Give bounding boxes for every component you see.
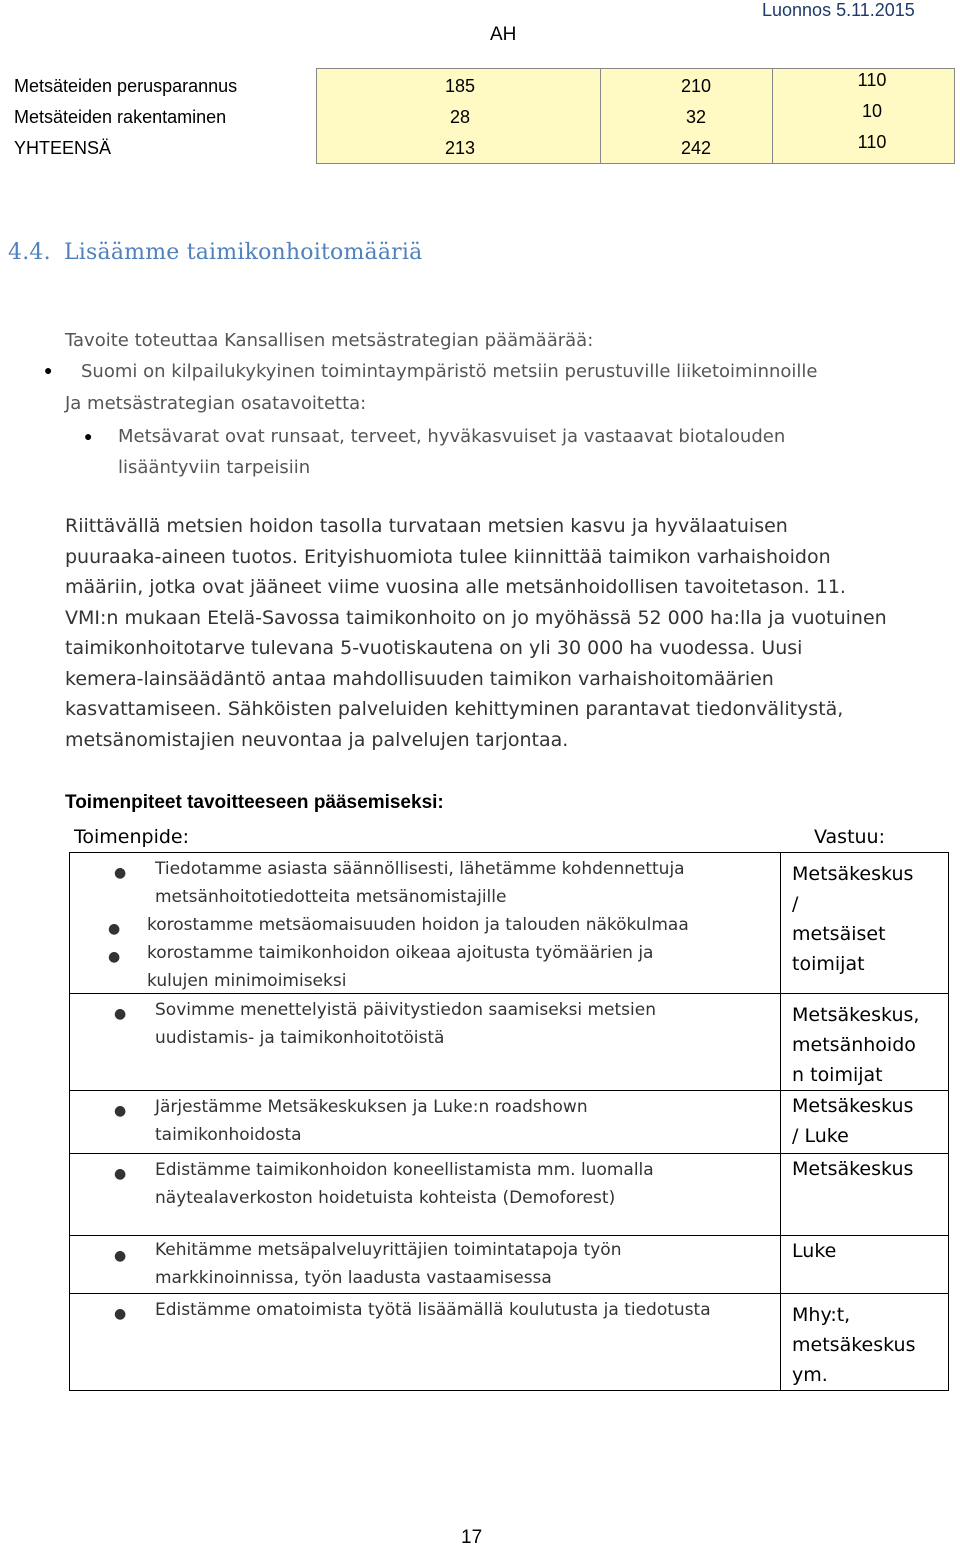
subgoal-bullet-line: Metsävarat ovat runsaat, terveet, hyväkasvuiset ja vastaavat biotalouden xyxy=(118,426,786,447)
action-line: Kehitämme metsäpalveluyrittäjien toimintatapoja työn xyxy=(155,1240,622,1260)
summary-row-label: Metsäteiden perusparannus xyxy=(14,76,238,96)
body-line: puuraaka-aineen tuotos. Erityishuomiota tulee kiinnittää taimikon varhaishoidon xyxy=(65,545,831,568)
section-title: Lisäämme taimikonhoitomääriä xyxy=(63,240,423,265)
measures-table xyxy=(69,852,949,1391)
action-cell xyxy=(70,1154,781,1236)
responsibility-cell xyxy=(781,1236,949,1294)
column-header-responsibility: Vastuu: xyxy=(814,826,885,848)
bullet-icon: ● xyxy=(44,362,53,378)
action-line: markkinoinnissa, työn laadusta vastaamisessa xyxy=(155,1268,552,1288)
action-line: metsänhoitotiedotteita metsänomistajille xyxy=(155,887,507,907)
bullet-icon: ● xyxy=(108,949,121,965)
body-line: Riittävällä metsien hoidon tasolla turvataan metsien kasvu ja hyvälaatuisen xyxy=(65,515,788,537)
responsibility-line: metsänhoido xyxy=(792,1034,916,1056)
header-initials: AH xyxy=(490,24,517,45)
summary-value: 213 xyxy=(444,138,476,158)
bullet-icon: ● xyxy=(114,1248,127,1264)
action-line: kulujen minimoimiseksi xyxy=(147,971,347,991)
table-row xyxy=(70,994,949,1091)
responsibility-line: Mhy:t, xyxy=(792,1304,851,1326)
goal-bullet: Suomi on kilpailukykyinen toimintaympäristö metsiin perustuville liiketoiminnoille xyxy=(81,361,818,382)
responsibility-line: / xyxy=(792,893,799,915)
body-paragraph xyxy=(65,511,945,755)
body-line: VMI:n mukaan Etelä-Savossa taimikonhoito on jo myöhässä 52 000 ha:lla ja vuotuinen xyxy=(65,606,887,629)
responsibility-line: Metsäkeskus xyxy=(792,863,914,885)
body-line: määriin, jotka ovat jääneet viime vuosina alle metsänhoidollisen tavoitetason. 11. xyxy=(65,576,846,598)
action-line: näytealaverkoston hoidetuista kohteista (Demoforest) xyxy=(155,1188,616,1208)
goal-intro: Tavoite toteuttaa Kansallisen metsästrategian päämäärää: xyxy=(65,330,594,351)
body-line: taimikonhoitotarve tulevana 5-vuotiskautena on yli 30 000 ha vuodessa. Uusi xyxy=(65,637,803,659)
bullet-icon: ● xyxy=(114,1166,127,1182)
header-date: Luonnos 5.11.2015 xyxy=(762,0,915,20)
action-line: Järjestämme Metsäkeskuksen ja Luke:n roadshown xyxy=(155,1097,588,1117)
subgoal-intro: Ja metsästrategian osatavoitetta: xyxy=(65,393,367,414)
responsibility-line: Metsäkeskus xyxy=(792,1158,914,1180)
summary-table xyxy=(0,0,960,170)
responsibility-line: metsäiset xyxy=(792,923,886,945)
table-row xyxy=(70,1294,949,1391)
summary-row-label: Metsäteiden rakentaminen xyxy=(14,107,227,127)
table-row xyxy=(70,853,949,994)
action-cell xyxy=(70,853,781,994)
bullet-icon: ● xyxy=(114,865,127,881)
action-line: Edistämme omatoimista työtä lisäämällä koulutusta ja tiedotusta xyxy=(155,1300,711,1320)
action-cell xyxy=(70,1091,781,1154)
responsibility-line: n toimijat xyxy=(792,1064,883,1086)
responsibility-line: ym. xyxy=(792,1364,828,1386)
summary-row-label: YHTEENSÄ xyxy=(14,138,112,158)
responsibility-line: Metsäkeskus xyxy=(792,1095,914,1117)
responsibility-line: Luke xyxy=(792,1240,837,1262)
action-cell xyxy=(70,1294,781,1391)
body-line: kasvattamiseen. Sähköisten palveluiden kehittyminen parantavat tiedonvälitystä, xyxy=(65,698,844,720)
action-cell xyxy=(70,994,781,1091)
measures-heading: Toimenpiteet tavoitteeseen pääsemiseksi: xyxy=(65,792,444,813)
responsibility-line: Metsäkeskus, xyxy=(792,1004,920,1026)
responsibility-cell xyxy=(781,1091,949,1154)
summary-value: 28 xyxy=(449,107,471,127)
action-line: taimikonhoidosta xyxy=(155,1125,302,1145)
column-header-action: Toimenpide: xyxy=(74,826,190,848)
bullet-icon: ● xyxy=(108,921,121,937)
summary-value: 110 xyxy=(857,70,887,90)
summary-value: 242 xyxy=(680,138,712,158)
action-line: Edistämme taimikonhoidon koneellistamista mm. luomalla xyxy=(155,1160,654,1180)
responsibility-line: / Luke xyxy=(792,1125,849,1147)
section-heading xyxy=(8,240,422,265)
responsibility-cell xyxy=(781,853,949,994)
table-row xyxy=(70,1091,949,1154)
page-number: 17 xyxy=(461,1527,483,1548)
action-cell xyxy=(70,1236,781,1294)
summary-value: 185 xyxy=(444,76,476,96)
bullet-icon: ● xyxy=(84,428,93,444)
action-line: korostamme metsäomaisuuden hoidon ja talouden näkökulmaa xyxy=(147,915,689,935)
summary-value: 110 xyxy=(857,132,887,152)
bullet-icon: ● xyxy=(114,1103,127,1119)
responsibility-line: toimijat xyxy=(792,953,865,975)
action-line: uudistamis- ja taimikonhoitotöistä xyxy=(155,1028,445,1048)
action-line: korostamme taimikonhoidon oikeaa ajoitusta työmäärien ja xyxy=(147,943,654,963)
table-row xyxy=(70,1236,949,1294)
action-line: Sovimme menettelyistä päivitystiedon saamiseksi metsien xyxy=(155,1000,656,1020)
summary-value: 210 xyxy=(680,76,712,96)
responsibility-line: metsäkeskus xyxy=(792,1334,916,1356)
body-line: kemera-lainsäädäntö antaa mahdollisuuden taimikon varhaishoitomäärien xyxy=(65,667,774,690)
summary-value: 32 xyxy=(685,107,707,127)
responsibility-cell xyxy=(781,994,949,1091)
body-line: metsänomistajien neuvontaa ja palvelujen tarjontaa. xyxy=(65,728,569,751)
responsibility-cell xyxy=(781,1154,949,1236)
summary-value: 10 xyxy=(861,101,883,121)
subgoal-bullet-line: lisääntyviin tarpeisiin xyxy=(118,457,311,478)
table-row xyxy=(70,1154,949,1236)
section-number: 4.4. xyxy=(8,240,51,265)
bullet-icon: ● xyxy=(114,1306,127,1322)
action-line: Tiedotamme asiasta säännöllisesti, lähetämme kohdennettuja xyxy=(155,859,685,879)
responsibility-cell xyxy=(781,1294,949,1391)
bullet-icon: ● xyxy=(114,1006,127,1022)
